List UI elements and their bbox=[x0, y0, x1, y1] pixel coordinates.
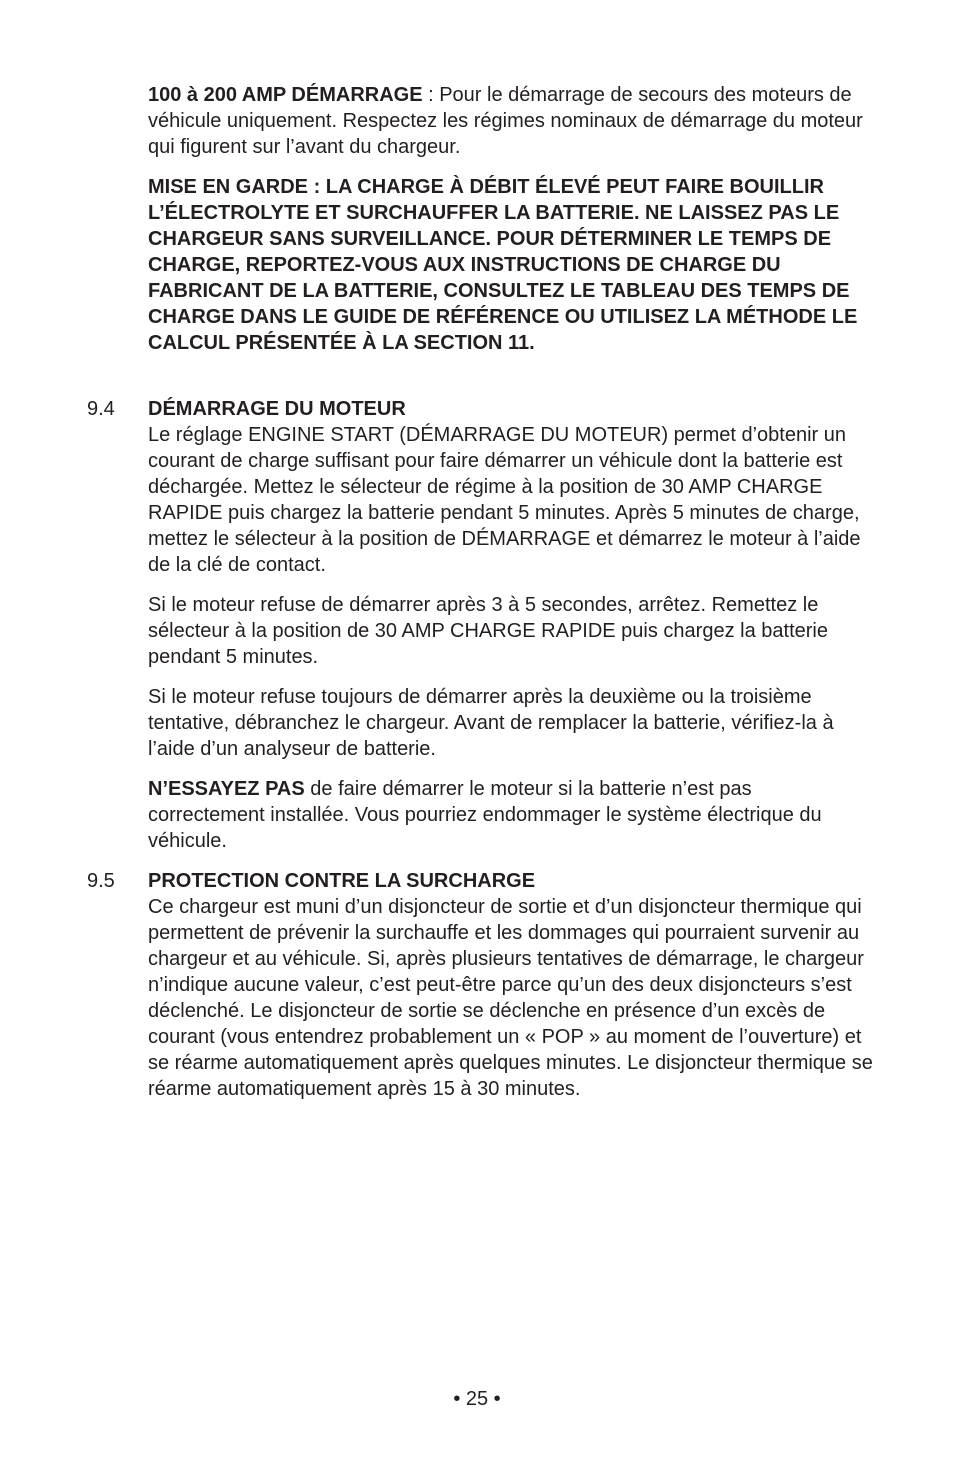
section-9-4-number: 9.4 bbox=[87, 398, 115, 420]
intro-paragraph bbox=[148, 82, 873, 160]
section-9-4-paragraph-4 bbox=[148, 776, 873, 854]
section-9-5-title: PROTECTION CONTRE LA SURCHARGE bbox=[148, 870, 536, 892]
section-9-4-paragraph-2: Si le moteur refuse de démarrer après 3 à 5 secondes, arrêtez. Remettez le sélecteur à la position de 30 AMP CHARGE RAPIDE puis chargez la batterie pendant 5 minutes. bbox=[148, 594, 828, 668]
section-9-5-number: 9.5 bbox=[87, 870, 115, 892]
intro-lead-bold: 100 à 200 AMP DÉMARRAGE bbox=[148, 84, 423, 106]
intro-lead-text: : Pour le démarrage de secours des moteurs de véhicule uniquement. Respectez les régimes nominaux de démarrage du moteur qui figurent sur l’avant du chargeur. bbox=[148, 84, 863, 158]
section-9-4-p4-text: de faire démarrer le moteur si la batterie n’est pas correctement installée. Vous pourriez endommager le système électrique du véhicule. bbox=[148, 778, 822, 852]
section-9-4-p4-bold: N’ESSAYEZ PAS bbox=[148, 778, 305, 800]
section-9-4-body bbox=[148, 396, 873, 578]
page-number: • 25 • bbox=[453, 1388, 501, 1410]
section-9-5-paragraph-1: Ce chargeur est muni d’un disjoncteur de sortie et d’un disjoncteur thermique qui permettent de prévenir la surchauffe et les dommages qui pourraient survenir au chargeur et au véhicule. Si, après plusieurs tentatives de démarrage, le chargeur n’indique aucune valeur, c’est peut-être parce qu’un des deux disjoncteurs s’est déclenché. Le disjoncteur de sortie se déclenche en présence d’un excès de courant (vous entendrez probablement un « POP » au moment de l’ouverture) et se réarme automatiquement après quelques minutes. Le disjoncteur thermique se réarme automatiquement après 15 à 30 minutes. bbox=[148, 896, 873, 1100]
caution-paragraph: MISE EN GARDE : LA CHARGE À DÉBIT ÉLEVÉ PEUT FAIRE BOUILLIR L’ÉLECTROLYTE ET SURCHAUFFER LA BATTERIE. NE LAISSEZ PAS LE CHARGEUR SANS SURVEILLANCE. POUR DÉTERMINER LE TEMPS DE CHARGE, REPORTEZ-VOUS AUX INSTRUCTIONS DE CHARGE DU FABRICANT DE LA BATTERIE, CONSULTEZ LE TABLEAU DES TEMPS DE CHARGE DANS LE GUIDE DE RÉFÉRENCE OU UTILISEZ LA MÉTHODE LE CALCUL PRÉSENTÉE À LA SECTION 11. bbox=[148, 176, 858, 354]
section-9-5-body bbox=[148, 868, 873, 1102]
section-9-4-paragraph-1: Le réglage ENGINE START (DÉMARRAGE DU MOTEUR) permet d’obtenir un courant de charge suffisant pour faire démarrer un véhicule dont la batterie est déchargée. Mettez le sélecteur de régime à la position de 30 AMP CHARGE RAPIDE puis chargez la batterie pendant 5 minutes. Après 5 minutes de charge, mettez le sélecteur à la position de DÉMARRAGE et démarrez le moteur à l’aide de la clé de contact. bbox=[148, 424, 861, 576]
section-9-4-paragraph-3: Si le moteur refuse toujours de démarrer après la deuxième ou la troisième tentative, débranchez le chargeur. Avant de remplacer la batterie, vérifiez-la à l’aide d’un analyseur de batterie. bbox=[148, 686, 834, 760]
section-9-4-title: DÉMARRAGE DU MOTEUR bbox=[148, 398, 406, 420]
